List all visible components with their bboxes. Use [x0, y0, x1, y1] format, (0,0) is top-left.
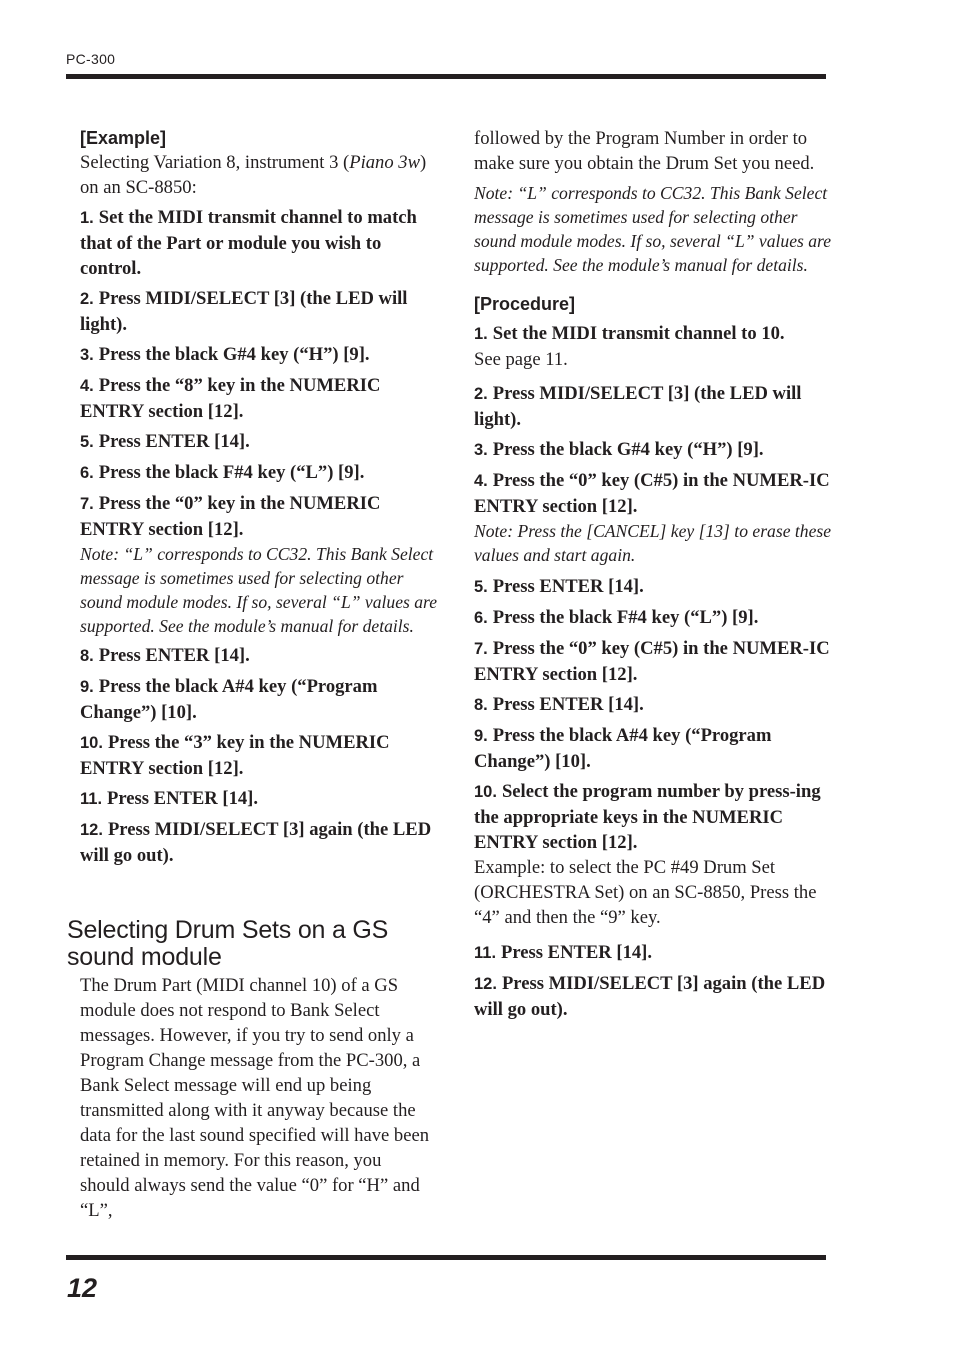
continuation-text: followed by the Program Number in order to make sure you obtain the Drum Set you need.: [474, 128, 815, 174]
left-column: [80, 126, 440, 873]
step-12: 12. Press MIDI/SELECT [3] again (the LED will go out).: [474, 973, 826, 1020]
example-text: Example: to select the PC #49 Drum Set (ORCHESTRA Set) on an SC-8850, Press the “4” and then the “9” key.: [474, 857, 817, 928]
step-11: 11. Press ENTER [14].: [474, 942, 653, 963]
step-9: 9. Press the black A#4 key (“Program Change”) [10].: [474, 725, 772, 772]
running-header: PC-300: [66, 51, 116, 67]
section-body: The Drum Part (MIDI channel 10) of a GS module does not respond to Bank Select messages. However, if you try to send only a Program Change message from the PC-300, a Bank Select message will end up being transmitted along with it anyway because the data for the last sound specified will have been retained in memory. For this reason, you should always send the value “0” for “H” and “L”,: [80, 975, 430, 1221]
header-rule: [66, 74, 826, 79]
step-7: 7. Press the “0” key (C#5) in the NUMER-IC ENTRY section [12].: [474, 638, 830, 685]
example-intro: Selecting Variation 8, instrument 3 (Piano 3w) on an SC-8850:: [80, 152, 427, 198]
step-8: 8. Press ENTER [14].: [474, 694, 644, 715]
step-5: 5. Press ENTER [14].: [474, 576, 644, 597]
step-9: 9. Press the black A#4 key (“Program Change”) [10].: [80, 676, 378, 723]
step-7: 7. Press the “0” key in the NUMERIC ENTRY section [12].: [80, 493, 381, 540]
step-3: 3. Press the black G#4 key (“H”) [9].: [474, 439, 764, 460]
step-3: 3. Press the black G#4 key (“H”) [9].: [80, 344, 370, 365]
step-10: 10. Select the program number by press-ing the appropriate keys in the NUMERIC ENTRY section [12].: [474, 781, 821, 853]
right-column: [474, 126, 834, 1027]
note: Note: “L” corresponds to CC32. This Bank Select message is sometimes used for selecting other sound module modes. If so, several “L” values are supported. See the module’s manual for details.: [80, 544, 438, 636]
footer-rule: [66, 1255, 826, 1260]
step-12: 12. Press MIDI/SELECT [3] again (the LED will go out).: [80, 819, 432, 866]
note: Note: “L” corresponds to CC32. This Bank Select message is sometimes used for selecting other sound module modes. If so, several “L” values are supported. See the module’s manual for details.: [474, 183, 832, 275]
page-number: 12: [67, 1273, 98, 1303]
step-6: 6. Press the black F#4 key (“L”) [9].: [474, 607, 759, 628]
step-8: 8. Press ENTER [14].: [80, 645, 250, 666]
note: Note: Press the [CANCEL] key [13] to erase these values and start again.: [474, 521, 832, 565]
example-heading: [Example]: [80, 128, 167, 148]
step-2: 2. Press MIDI/SELECT [3] (the LED will light).: [80, 288, 408, 335]
step-4: 4. Press the “0” key (C#5) in the NUMER-IC ENTRY section [12].: [474, 470, 830, 517]
step-1: 1. Set the MIDI transmit channel to 10.: [474, 323, 785, 344]
step-2: 2. Press MIDI/SELECT [3] (the LED will light).: [474, 383, 802, 430]
section-title: Selecting Drum Sets on a GS sound module: [67, 916, 389, 971]
step-5: 5. Press ENTER [14].: [80, 431, 250, 452]
step-1: 1. Set the MIDI transmit channel to match that of the Part or module you wish to control.: [80, 207, 417, 279]
step-1-subtext: See page 11.: [474, 349, 568, 370]
procedure-heading: [Procedure]: [474, 294, 576, 314]
step-4: 4. Press the “8” key in the NUMERIC ENTRY section [12].: [80, 375, 381, 422]
step-6: 6. Press the black F#4 key (“L”) [9].: [80, 462, 365, 483]
step-11: 11. Press ENTER [14].: [80, 788, 259, 809]
step-10: 10. Press the “3” key in the NUMERIC ENTRY section [12].: [80, 732, 390, 779]
